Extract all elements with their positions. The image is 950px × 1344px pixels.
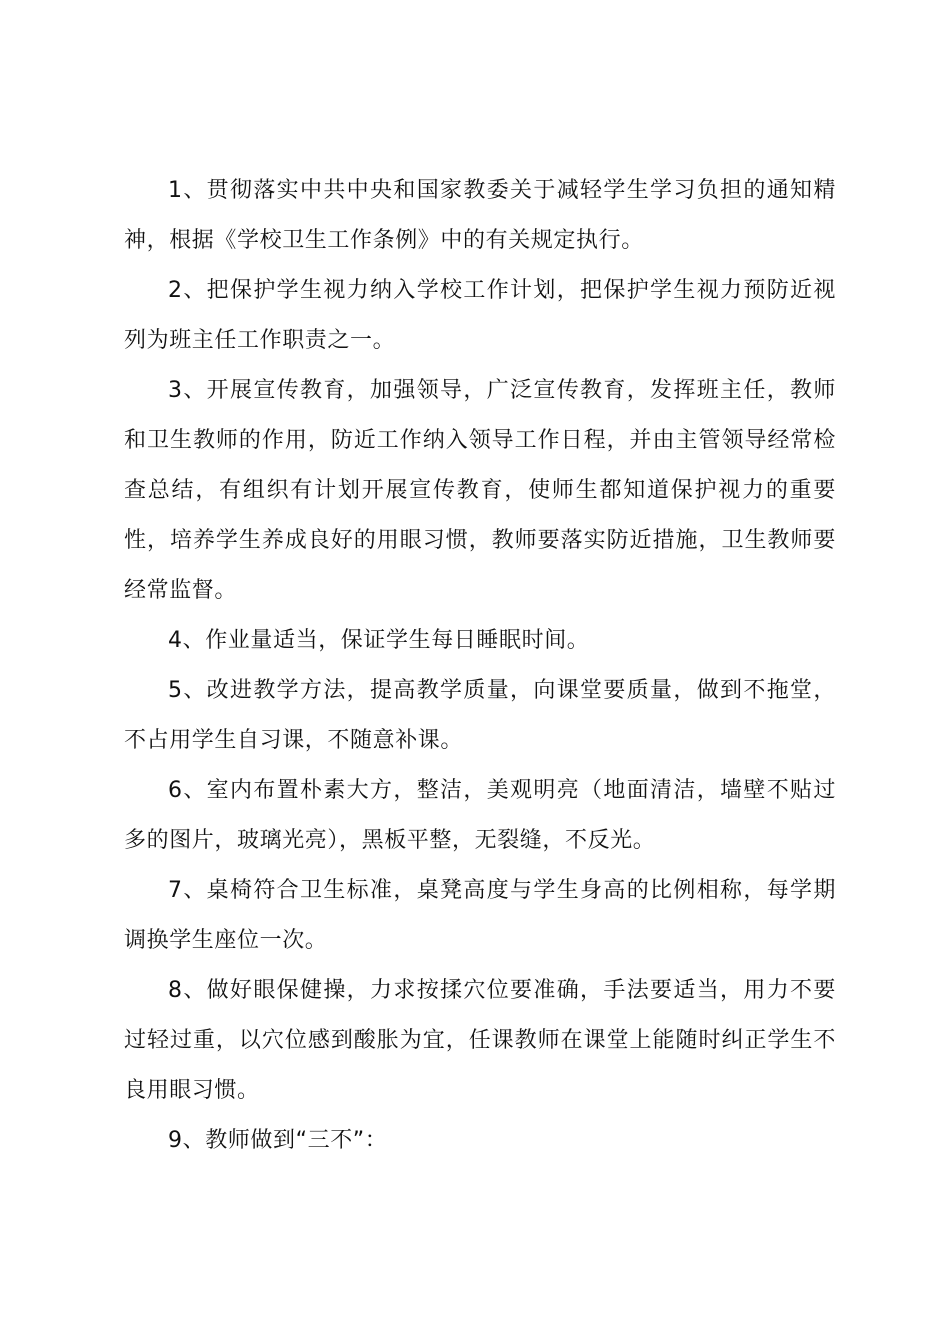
paragraph-4: 4、作业量适当，保证学生每日睡眠时间。 bbox=[168, 628, 590, 653]
paragraph-6: 6、室内布置朴素大方，整洁，美观明亮（地面清洁，墙壁不贴过多的图片，玻璃光亮），黑板平整，无裂缝，不反光。 bbox=[124, 778, 836, 853]
paragraph-8: 8、做好眼保健操，力求按揉穴位要准确，手法要适当，用力不要过轻过重，以穴位感到酸胀为宜，任课教师在课堂上能随时纠正学生不良用眼习惯。 bbox=[124, 978, 836, 1103]
paragraph-3: 3、开展宣传教育，加强领导，广泛宣传教育，发挥班主任，教师和卫生教师的作用，防近工作纳入领导工作日程，并由主管领导经常检查总结，有组织有计划开展宣传教育，使师生都知道保护视力的重要性，培养学生养成良好的用眼习惯，教师要落实防近措施，卫生教师要经常监督。 bbox=[124, 378, 836, 603]
paragraph-9: 9、教师做到“三不”： bbox=[168, 1128, 388, 1153]
paragraph-5: 5、改进教学方法，提高教学质量，向课堂要质量，做到不拖堂，不占用学生自习课，不随意补课。 bbox=[124, 678, 836, 753]
paragraph-7: 7、桌椅符合卫生标准，桌凳高度与学生身高的比例相称，每学期调换学生座位一次。 bbox=[124, 878, 836, 953]
paragraph-1: 1、贯彻落实中共中央和国家教委关于减轻学生学习负担的通知精神，根据《学校卫生工作条例》中的有关规定执行。 bbox=[124, 178, 836, 253]
paragraph-2: 2、把保护学生视力纳入学校工作计划，把保护学生视力预防近视列为班主任工作职责之一。 bbox=[124, 278, 836, 353]
document-body bbox=[124, 166, 836, 1166]
